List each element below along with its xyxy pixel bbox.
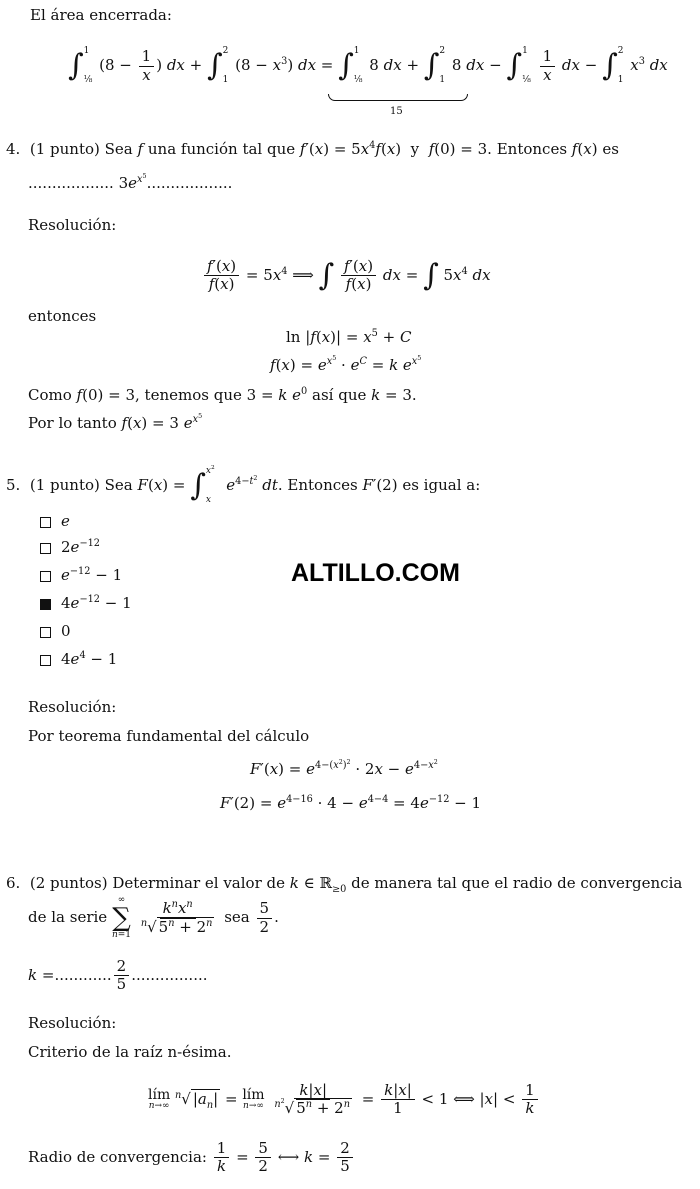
q4-equation-2: $\ln |f(x)| = x^5 + C$	[286, 328, 412, 346]
area-label: El área encerrada:	[30, 6, 172, 24]
q5-theorem: Por teorema fundamental del cálculo	[28, 727, 310, 745]
q5-option-2[interactable]: $2e^{-12}$	[40, 538, 100, 556]
q5-statement: 5. (1 punto) Sea F(x) = ∫ $x^2$ x $e^{4-t^2}$ dt. Entonces F′(2) es igual a:	[6, 465, 481, 506]
q4-equation-3: $f(x) = e^{x^5} \cdot e^C = k$ $e^{x^5}$	[270, 354, 422, 374]
q6-resolucion: Resolución:	[28, 1014, 117, 1032]
checkbox-icon	[40, 627, 51, 638]
q5-option-4-selected[interactable]: $4e^{-12} - 1$	[40, 594, 132, 612]
q5-equation-2: $F'(2) = e^{4-16} \cdot 4 - e^{4-4} = 4e^{-12} - 1$	[220, 794, 482, 812]
checkbox-icon	[40, 571, 51, 582]
q6-statement-line2: de la serie ∞ ∑ n=1 $\frac{k^nx^n}{^n√ 5^n + 2^n}$ sea $\frac{5}{2}$ .	[28, 895, 279, 940]
q5-option-1[interactable]: e	[40, 512, 70, 530]
q4-equation-1: $\frac{f'(x)}{f(x)}$ = $5x^4$ ⟹ ∫ $\frac{f'(x)}{f(x)}$ dx = ∫ $5x^4$ dx	[202, 258, 491, 294]
checkbox-icon	[40, 543, 51, 554]
underbrace	[328, 94, 468, 101]
q6-radio: Radio de convergencia: $\frac{1}{k}$ = $\frac{5}{2}$ ⟷ k = $\frac{2}{5}$	[28, 1140, 355, 1176]
q4-conclusion: Por lo tanto f(x) = 3 $e^{x^5}$	[28, 412, 203, 432]
q5-option-6[interactable]: $4e^4 - 1$	[40, 650, 117, 668]
q5-option-3[interactable]: $e^{-12} - 1$	[40, 566, 122, 584]
q6-criterio: Criterio de la raíz n-ésima.	[28, 1043, 232, 1061]
q6-statement-line1: 6. (2 puntos) Determinar el valor de k ∈ ℝ$_{\ge 0}$ de manera tal que el radio de convergencia	[6, 874, 683, 895]
q6-equation-1: lím n→∞ $^n$√ $|a_n|$ = lím n→∞ $\frac{k|x|}{^{n^2}√ 5^n + 2^n}$ = $\frac{k|x|}{1}$ < 1 ⟺ |x| < $\frac{1}{k}$	[148, 1082, 540, 1118]
q4-como: Como f(0) = 3, tenemos que 3 = k $e^0$ así que k = 3.	[28, 386, 417, 404]
checkbox-icon	[40, 517, 51, 528]
q5-option-5[interactable]: 0	[40, 622, 71, 640]
checked-box-icon	[40, 599, 51, 610]
watermark-logo: ALTILLO.COM	[291, 559, 460, 587]
q5-equation-1: $F'(x) = e^{4-(x^2)^2} \cdot 2x - e^{4-x^2}$	[250, 758, 438, 778]
area-integral-equation: ∫ 1 ⅛ (8 − $\frac{1}{x}$ ) dx + ∫ 2 1 $(8 - x^3)$ dx = ∫ 1 ⅛ 8 dx + ∫ 2 1 8 dx − ∫ 1 ⅛ $\frac{1}{x}$ dx − ∫ 2 1 $x^3$ dx	[68, 46, 668, 86]
q5-resolucion: Resolución:	[28, 698, 117, 716]
checkbox-icon	[40, 655, 51, 666]
q4-resolucion: Resolución:	[28, 216, 117, 234]
q4-answer: .................. $3e^{x^5}$..................	[28, 172, 233, 192]
q4-statement: 4. (1 punto) Sea f una función tal que $f'(x) = 5x^4f(x)$ y f(0) = 3. Entonces f(x) es	[6, 140, 619, 158]
underbrace-label: 15	[390, 106, 403, 117]
q4-entonces: entonces	[28, 307, 97, 325]
q6-answer: k =............ $\frac{2}{5}$ ................	[28, 957, 208, 994]
